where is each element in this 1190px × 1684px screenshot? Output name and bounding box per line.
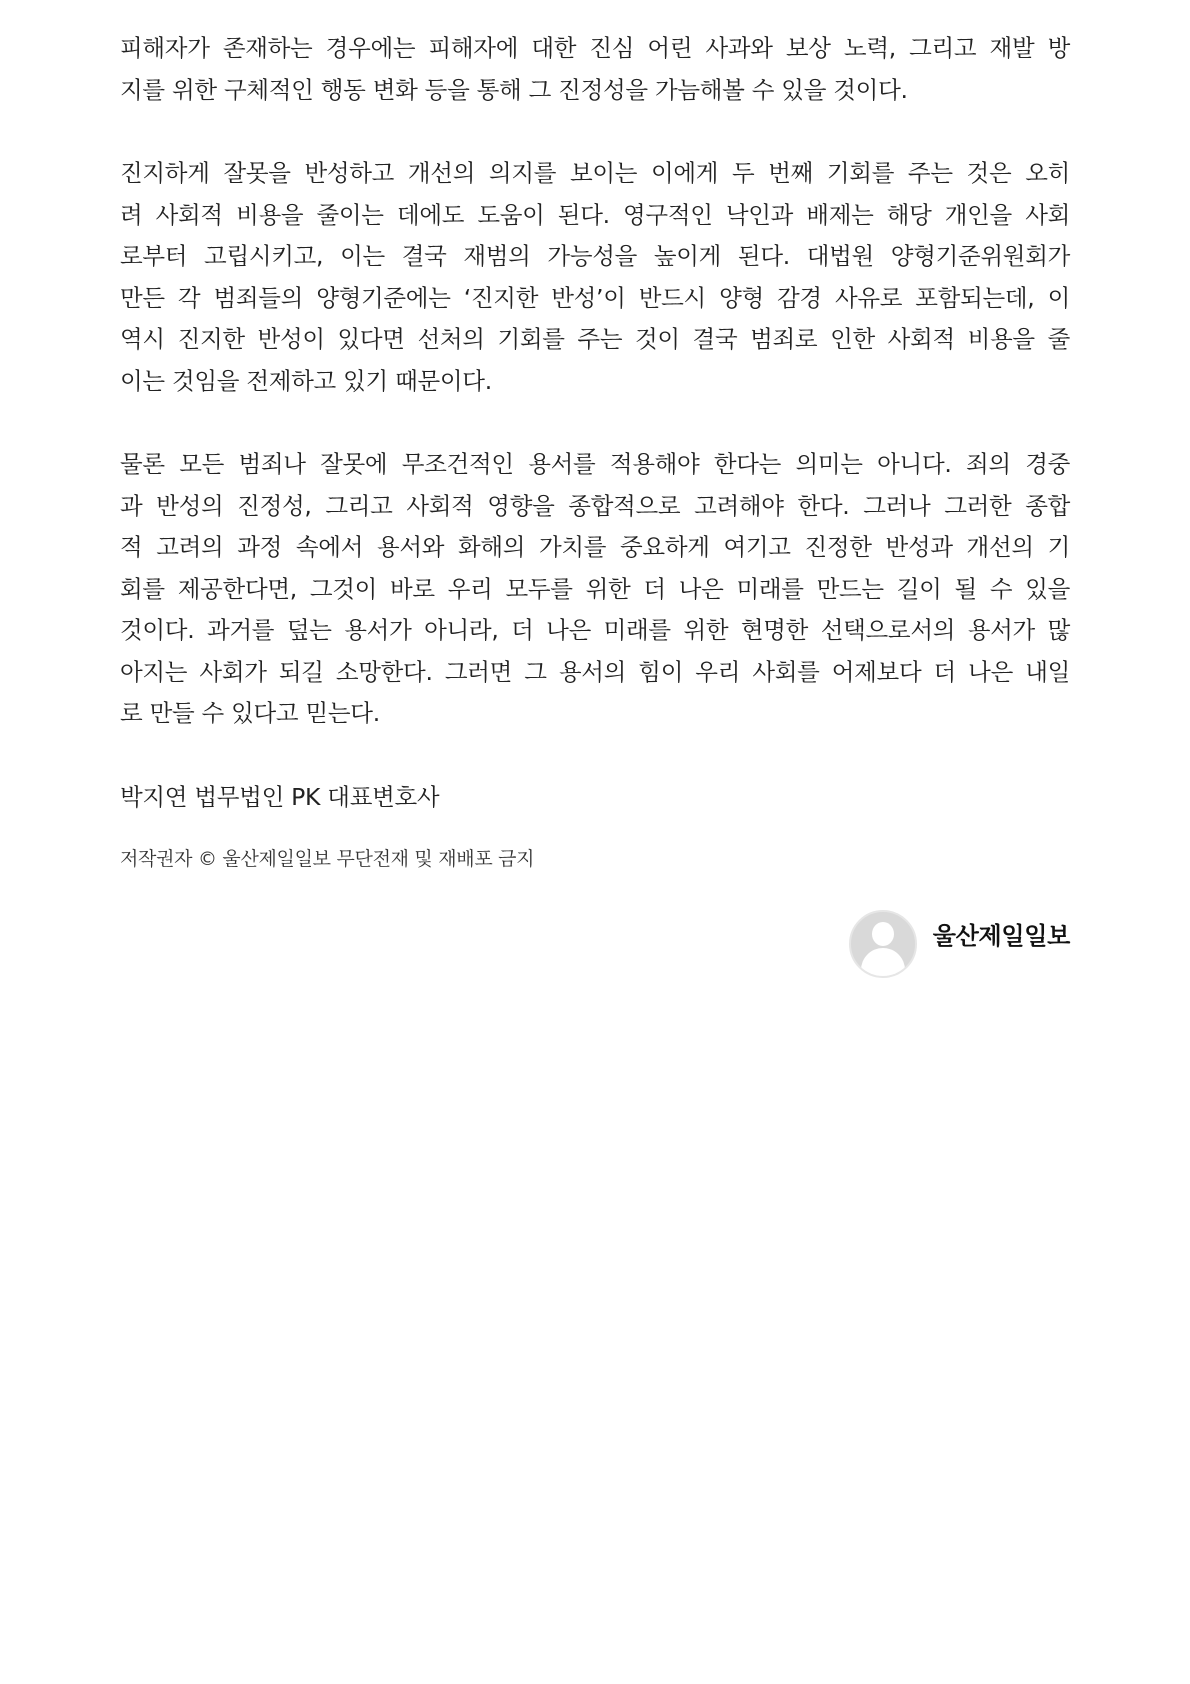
text-line: 이는 것임을 전제하고 있기 때문이다. — [120, 366, 492, 395]
text-line: 것이다. 과거를 덮는 용서가 아니라, 더 나은 미래를 위한 현명한 선택으로서의 용서가 많 — [120, 616, 1070, 644]
text-line: 물론 모든 범죄나 잘못에 무조건적인 용서를 적용해야 한다는 의미는 아니다. 죄의 경중 — [120, 450, 1070, 478]
author-box[interactable] — [849, 910, 1070, 978]
text-line: 적 고려의 과정 속에서 용서와 화해의 가치를 중요하게 여기고 진정한 반성과 개선의 기 — [120, 533, 1070, 561]
byline: 박지연 법무법인 PK 대표변호사 — [120, 783, 440, 811]
text-line: 과 반성의 진정성, 그리고 사회적 영향을 종합적으로 고려해야 한다. 그러나 그러한 종합 — [120, 491, 1070, 520]
text-line: 려 사회적 비용을 줄이는 데에도 도움이 된다. 영구적인 낙인과 배제는 해당 개인을 사회 — [120, 200, 1070, 229]
copyright-notice: 저작권자 © 울산제일일보 무단전재 및 재배포 금지 — [120, 848, 535, 870]
user-avatar-icon[interactable] — [849, 910, 917, 978]
text-line: 피해자가 존재하는 경우에는 피해자에 대한 진심 어린 사과와 보상 노력, 그리고 재발 방 — [120, 34, 1070, 62]
article-body — [120, 28, 1070, 777]
text-line: 로부터 고립시키고, 이는 결국 재범의 가능성을 높이게 된다. 대법원 양형기준위원회가 — [120, 242, 1070, 270]
avatar-head-shape — [872, 922, 894, 946]
text-line: 만든 각 범죄들의 양형기준에는 ‘진지한 반성’이 반드시 양형 감경 사유로 포함되는데, 이 — [120, 283, 1070, 312]
text-line: 역시 진지한 반성이 있다면 선처의 기회를 주는 것이 결국 범죄로 인한 사회적 비용을 줄 — [120, 325, 1070, 353]
avatar-body-shape — [861, 948, 905, 978]
text-line: 진지하게 잘못을 반성하고 개선의 의지를 보이는 이에게 두 번째 기회를 주는 것은 오히 — [120, 159, 1070, 187]
paragraph-1 — [120, 28, 1070, 111]
text-line: 로 만들 수 있다고 믿는다. — [120, 699, 380, 727]
paragraph-2 — [120, 153, 1070, 402]
text-line: 아지는 사회가 되길 소망한다. 그러면 그 용서의 힘이 우리 사회를 어제보다 더 나은 내일 — [120, 657, 1070, 686]
text-line: 회를 제공한다면, 그것이 바로 우리 모두를 위한 더 나은 미래를 만드는 길이 될 수 있을 — [120, 574, 1070, 603]
text-line: 지를 위한 구체적인 행동 변화 등을 통해 그 진정성을 가늠해볼 수 있을 것이다. — [120, 75, 908, 104]
author-name[interactable]: 울산제일일보 — [932, 921, 1070, 950]
paragraph-3 — [120, 444, 1070, 735]
